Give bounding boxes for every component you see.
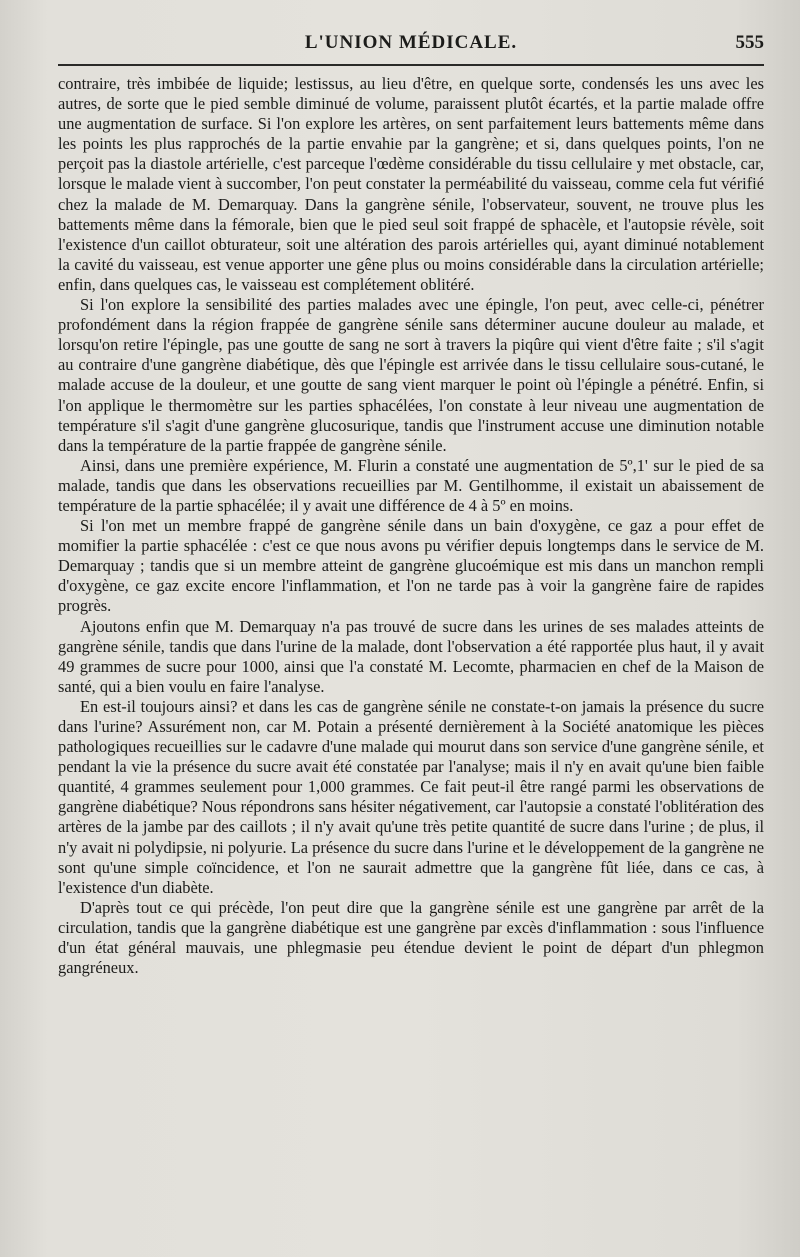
body-text bbox=[58, 74, 764, 978]
paragraph-1: contraire, très imbibée de liquide; lestissus, au lieu d'être, en quelque sorte, condensés les uns avec les autres, de sorte que le pied semble diminué de volume, paraissent plutôt écartés, et la partie malade offre une augmentation de surface. Si l'on explore les artères, on sent parfaitement leurs battements même dans les points les plus rapprochés de la partie envahie par la gangrène; et si, dans quelques points, l'on ne perçoit pas la diastole artérielle, c'est parceque l'œdème considérable du tissu cellulaire y met obstacle, car, lorsque le malade vient à succomber, l'on peut constater la perméabilité du vaisseau, comme cela fut vérifié chez la malade de M. Demarquay. Dans la gangrène sénile, l'observateur, souvent, ne trouve plus les battements même dans la fémorale, bien que le pied seul soit frappé de sphacèle, et l'autopsie révèle, soit l'existence d'un caillot obturateur, soit une altération des parois artérielles qui, ayant diminué notablement la cavité du vaisseau, est venue apporter une gêne plus ou moins considérable dans la circulation artérielle; enfin, dans quelques cas, le vaisseau est complétement oblitéré. bbox=[58, 74, 764, 294]
paragraph-3: Ainsi, dans une première expérience, M. Flurin a constaté une augmentation de 5º,1' sur le pied de sa malade, tandis que dans les observations recueillies par M. Gentilhomme, il existait un abaissement de température de la partie sphacélée; il y avait une différence de 4 à 5º en moins. bbox=[58, 455, 764, 515]
paragraph-5: Ajoutons enfin que M. Demarquay n'a pas trouvé de sucre dans les urines de ses malades atteints de gangrène sénile, tandis que dans l'urine de la malade, dont l'observation a été rapportée plus haut, il y avait 49 grammes de sucre pour 1000, ainsi que l'a constaté M. Lecomte, pharmacien en chef de la Maison de santé, qui a bien voulu en faire l'analyse. bbox=[58, 616, 764, 696]
running-title: L'UNION MÉDICALE. bbox=[304, 32, 518, 53]
page-number: 555 bbox=[735, 32, 764, 53]
paragraph-4: Si l'on met un membre frappé de gangrène sénile dans un bain d'oxygène, ce gaz a pour effet de momifier la partie sphacélée : c'est ce que nous avons pu vérifier depuis longtemps dans le service de M. Demarquay ; tandis que si un membre atteint de gangrène glucoémique est mis dans un manchon rempli d'oxygène, ce gaz excite encore l'inflammation, et l'on ne tarde pas à voir la gangrène faire de rapides progrès. bbox=[58, 516, 764, 616]
paragraph-6: En est-il toujours ainsi? et dans les cas de gangrène sénile ne constate-t-on jamais la présence du sucre dans l'urine? Assurément non, car M. Potain a présenté dernièrement à la Société anatomique les pièces pathologiques recueillies sur le cadavre d'une malade qui mourut dans son service d'une gangrène sénile, et pendant la vie la présence du sucre avait été constatée par l'analyse; mais il n'y en avait qu'une bien faible quantité, 4 grammes seulement pour 1,000 grammes. Ce fait peut-il être rangé parmi les observations de gangrène diabétique? Nous répondrons sans hésiter négativement, car l'autopsie a constaté l'oblitération des artères de la jambe par des caillots ; il n'y avait qu'une très petite quantité de sucre dans l'urine ; de plus, il n'y avait ni polydipsie, ni polyurie. La présence du sucre dans l'urine et le développement de la gangrène ne sont qu'une simple coïncidence, et l'on ne saurait admettre que la gangrène fût liée, dans ce cas, à l'existence d'un diabète. bbox=[58, 696, 764, 897]
page-header bbox=[58, 30, 764, 64]
header-rule bbox=[58, 64, 764, 66]
paragraph-2: Si l'on explore la sensibilité des parties malades avec une épingle, l'on peut, avec celle-ci, pénétrer profondément dans la région frappée de gangrène sénile sans déterminer aucune douleur au malade, et lorsqu'on retire l'épingle, pas une goutte de sang ne sort à travers la piqûre qui vient d'être faite ; s'il s'agit au contraire d'une gangrène diabétique, dès que l'épingle est arrivée dans le tissu cellulaire sous-cutané, le malade accuse de la douleur, et une goutte de sang vient marquer le point où l'épingle a pénétré. Enfin, si l'on applique le thermomètre sur les parties sphacélées, l'on constate à leur niveau une augmentation de température s'il s'agit d'une gangrène glucosurique, tandis que l'instrument accuse une diminution notable dans la température de la partie frappée de gangrène sénile. bbox=[58, 295, 764, 455]
paragraph-7: D'après tout ce qui précède, l'on peut dire que la gangrène sénile est une gangrène par arrêt de la circulation, tandis que la gangrène diabétique est une gangrène par excès d'inflammation : sous l'influence d'un état général mauvais, une phlegmasie peu étendue devient le point de départ d'un phlegmon gangréneux. bbox=[58, 897, 764, 978]
